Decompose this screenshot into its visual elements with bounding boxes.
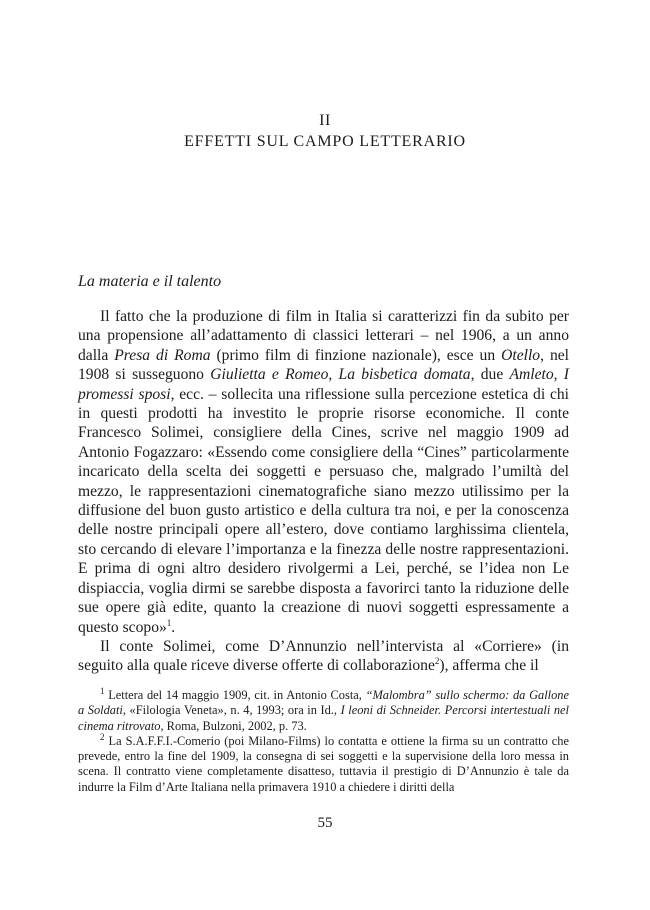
chapter-title: EFFETTI SUL CAMPO LETTERARIO [184, 133, 466, 150]
footnote-ref-1[interactable]: 1 [166, 617, 172, 628]
footnote-ref-2[interactable]: 2 [434, 656, 440, 667]
body-text [78, 307, 569, 676]
page-number: 55 [317, 815, 333, 831]
footnote-1: $^1$ Lettera del 14 maggio 1909, cit. in Antonio Costa, “Malombra” sullo schermo: da Gallone a Soldati, «Filologia Veneta», n. 4, 1993; ora in Id., I leoni di Schneider. Percorsi intertestuali nel cinema ritrovato, Roma, Bulzoni, 2002, p. 73. [78, 685, 569, 733]
footnote-number: 2 [100, 731, 105, 742]
chapter-number: II [319, 112, 331, 129]
footnote-number: 1 [100, 685, 105, 696]
footnotes [78, 685, 569, 795]
footnote-2: $^2$ La S.A.F.F.I.-Comerio (poi Milano-Films) lo contatta e ottiene la firma su un contratto che prevede, entro la fine del 1909, la consegna di sei soggetti e la supervisione della loro messa in scena. Il contratto viene completamente disatteso, tuttavia il prestigio di D’Annunzio è tale da indurre la Film d’Arte Italiana nella primavera 1910 a chiedere i diritti della [78, 731, 569, 794]
paragraph-1: Il fatto che la produzione di film in Italia si caratterizzi fin da subito per una propensione all’adattamento di classici letterari – nel 1906, a un anno dalla Presa di Roma (primo film di finzione nazionale), esce un Otello, nel 1908 si susseguono Giulietta e Romeo, La bisbetica domata, due Amleto, I promessi sposi, ecc. – sollecita una riflessione sulla percezione estetica di chi in questi prodotti ha investito le proprie risorse economiche. Il conte Francesco Solimei, consigliere della Cines, scrive nel maggio 1909 ad Antonio Fogazzaro: «Essendo come consigliere della “Cines” particolarmente incaricato della scelta dei soggetti e persuaso che, malgrado l’umiltà del mezzo, le rappresentazioni cinematografiche siano mezzo utilissimo per la diffusione del buon gusto artistico e della cultura tra noi, e per la conoscenza delle nostre principali opere all’estero, dove contiamo larghissima clientela, sto cercando di elevare l’importanza e la finezza delle nostre rappresentazioni. E prima di ogni altro desidero rivolgermi a Lei, perché, se l’idea non Le dispiaccia, voglia dirmi se sarebbe disposta a favorirci tanto la riduzione delle sue opere già edite, quanto la creazione di nuovi soggetti espressamente a questo scopo»$^1$. [78, 308, 569, 636]
paragraph-2: Il conte Solimei, come D’Annunzio nell’intervista al «Corriere» (in seguito alla quale riceve diverse offerte di collaborazione$^2$), afferma che il [78, 637, 569, 675]
section-heading: La materia e il talento [78, 273, 222, 290]
